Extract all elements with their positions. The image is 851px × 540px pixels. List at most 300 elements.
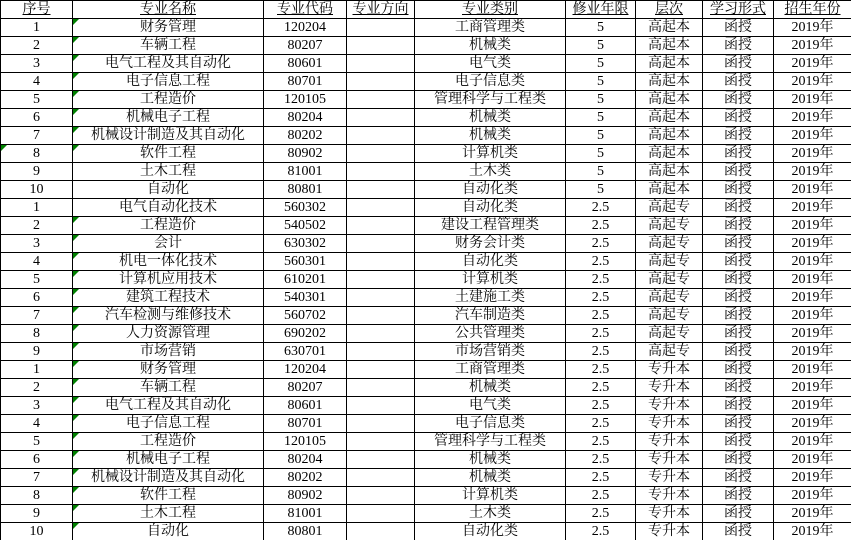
- cell-major-direction[interactable]: [347, 361, 415, 379]
- error-indicator-icon: [73, 469, 79, 475]
- cell-level[interactable]: 专升本: [636, 469, 703, 487]
- error-indicator-icon: [73, 217, 79, 223]
- cell-serial-number[interactable]: 5: [1, 271, 73, 289]
- cell-study-form[interactable]: 函授: [703, 379, 774, 397]
- cell-study-form[interactable]: 函授: [703, 127, 774, 145]
- cell-major-name[interactable]: 电气工程及其自动化: [73, 397, 264, 415]
- cell-major-name[interactable]: 人力资源管理: [73, 325, 264, 343]
- cell-major-name[interactable]: 财务管理: [73, 361, 264, 379]
- cell-major-code[interactable]: 81001: [264, 163, 347, 181]
- cell-enrollment-year[interactable]: 2019年: [774, 505, 851, 523]
- header-label: 专业代码: [277, 2, 333, 17]
- cell-major-direction[interactable]: [347, 55, 415, 73]
- cell-major-code[interactable]: 80701: [264, 73, 347, 91]
- cell-study-duration[interactable]: 2.5: [566, 379, 636, 397]
- cell-major-name[interactable]: 软件工程: [73, 487, 264, 505]
- cell-level[interactable]: 高起本: [636, 19, 703, 37]
- cell-enrollment-year[interactable]: 2019年: [774, 325, 851, 343]
- cell-major-code[interactable]: 610201: [264, 271, 347, 289]
- cell-study-form[interactable]: 函授: [703, 451, 774, 469]
- cell-major-name[interactable]: 工程造价: [73, 91, 264, 109]
- table-row: [1, 181, 851, 199]
- cell-major-code[interactable]: 560302: [264, 199, 347, 217]
- cell-serial-number[interactable]: 8: [1, 325, 73, 343]
- cell-major-name[interactable]: 电子信息工程: [73, 73, 264, 91]
- column-header-study-form[interactable]: [703, 1, 774, 19]
- cell-level[interactable]: 高起专: [636, 343, 703, 361]
- cell-enrollment-year[interactable]: 2019年: [774, 91, 851, 109]
- cell-major-category[interactable]: 管理科学与工程类: [415, 91, 566, 109]
- cell-major-name[interactable]: 电气自动化技术: [73, 199, 264, 217]
- cell-major-name[interactable]: 机械电子工程: [73, 451, 264, 469]
- cell-major-category[interactable]: 机械类: [415, 379, 566, 397]
- cell-level[interactable]: 专升本: [636, 379, 703, 397]
- cell-enrollment-year[interactable]: 2019年: [774, 235, 851, 253]
- cell-major-name[interactable]: 软件工程: [73, 145, 264, 163]
- column-header-major-direction[interactable]: [347, 1, 415, 19]
- column-header-enrollment-year[interactable]: [774, 1, 851, 19]
- cell-level[interactable]: 专升本: [636, 397, 703, 415]
- cell-study-duration[interactable]: 2.5: [566, 271, 636, 289]
- error-indicator-icon: [73, 523, 79, 529]
- cell-serial-number[interactable]: 7: [1, 127, 73, 145]
- cell-major-code[interactable]: 80902: [264, 145, 347, 163]
- cell-study-duration[interactable]: 2.5: [566, 307, 636, 325]
- cell-level[interactable]: 高起本: [636, 181, 703, 199]
- cell-enrollment-year[interactable]: 2019年: [774, 19, 851, 37]
- cell-study-form[interactable]: 函授: [703, 415, 774, 433]
- cell-enrollment-year[interactable]: 2019年: [774, 487, 851, 505]
- cell-serial-number[interactable]: 10: [1, 181, 73, 199]
- cell-major-code[interactable]: 80801: [264, 523, 347, 540]
- cell-level[interactable]: 专升本: [636, 415, 703, 433]
- cell-enrollment-year[interactable]: 2019年: [774, 415, 851, 433]
- cell-enrollment-year[interactable]: 2019年: [774, 469, 851, 487]
- cell-serial-number[interactable]: 6: [1, 289, 73, 307]
- cell-enrollment-year[interactable]: 2019年: [774, 73, 851, 91]
- table-row: [1, 199, 851, 217]
- error-indicator-icon: [73, 487, 79, 493]
- cell-study-form[interactable]: 函授: [703, 253, 774, 271]
- cell-major-name[interactable]: 机械设计制造及其自动化: [73, 469, 264, 487]
- cell-enrollment-year[interactable]: 2019年: [774, 127, 851, 145]
- cell-major-name[interactable]: 土木工程: [73, 505, 264, 523]
- cell-study-duration[interactable]: 2.5: [566, 289, 636, 307]
- cell-study-duration[interactable]: 5: [566, 127, 636, 145]
- cell-enrollment-year[interactable]: 2019年: [774, 37, 851, 55]
- column-header-major-code[interactable]: [264, 1, 347, 19]
- table-row: [1, 55, 851, 73]
- cell-major-code[interactable]: 120204: [264, 19, 347, 37]
- cell-study-form[interactable]: 函授: [703, 19, 774, 37]
- column-header-major-category[interactable]: [415, 1, 566, 19]
- cell-study-duration[interactable]: 2.5: [566, 451, 636, 469]
- cell-major-name[interactable]: 计算机应用技术: [73, 271, 264, 289]
- cell-major-code[interactable]: 690202: [264, 325, 347, 343]
- cell-major-category[interactable]: 计算机类: [415, 145, 566, 163]
- cell-major-code[interactable]: 540502: [264, 217, 347, 235]
- cell-major-name[interactable]: 工程造价: [73, 433, 264, 451]
- cell-major-category[interactable]: 土木类: [415, 163, 566, 181]
- cell-study-duration[interactable]: 2.5: [566, 397, 636, 415]
- cell-major-direction[interactable]: [347, 217, 415, 235]
- cell-major-category[interactable]: 汽车制造类: [415, 307, 566, 325]
- cell-study-form[interactable]: 函授: [703, 199, 774, 217]
- cell-major-name[interactable]: 市场营销: [73, 343, 264, 361]
- cell-level[interactable]: 高起专: [636, 289, 703, 307]
- cell-major-name[interactable]: 电气工程及其自动化: [73, 55, 264, 73]
- cell-major-direction[interactable]: [347, 73, 415, 91]
- cell-enrollment-year[interactable]: 2019年: [774, 271, 851, 289]
- column-header-major-name[interactable]: [73, 1, 264, 19]
- cell-study-form[interactable]: 函授: [703, 91, 774, 109]
- cell-level[interactable]: 高起专: [636, 307, 703, 325]
- cell-major-category[interactable]: 土木类: [415, 505, 566, 523]
- cell-serial-number[interactable]: 3: [1, 55, 73, 73]
- cell-major-code[interactable]: 120105: [264, 91, 347, 109]
- cell-major-direction[interactable]: [347, 487, 415, 505]
- cell-study-form[interactable]: 函授: [703, 181, 774, 199]
- cell-level[interactable]: 高起本: [636, 37, 703, 55]
- cell-study-duration[interactable]: 2.5: [566, 469, 636, 487]
- cell-level[interactable]: 高起本: [636, 145, 703, 163]
- cell-level[interactable]: 高起本: [636, 109, 703, 127]
- cell-study-duration[interactable]: 5: [566, 145, 636, 163]
- table-row: [1, 433, 851, 451]
- cell-major-direction[interactable]: [347, 199, 415, 217]
- cell-serial-number[interactable]: 9: [1, 163, 73, 181]
- cell-major-code[interactable]: 81001: [264, 505, 347, 523]
- cell-major-category[interactable]: 自动化类: [415, 181, 566, 199]
- cell-study-form[interactable]: 函授: [703, 505, 774, 523]
- header-row: [1, 1, 851, 19]
- cell-study-form[interactable]: 函授: [703, 235, 774, 253]
- cell-study-duration[interactable]: 5: [566, 19, 636, 37]
- cell-major-code[interactable]: 540301: [264, 289, 347, 307]
- cell-study-duration[interactable]: 2.5: [566, 253, 636, 271]
- cell-major-category[interactable]: 电子信息类: [415, 415, 566, 433]
- cell-major-code[interactable]: 80902: [264, 487, 347, 505]
- cell-enrollment-year[interactable]: 2019年: [774, 397, 851, 415]
- cell-major-direction[interactable]: [347, 235, 415, 253]
- cell-major-code[interactable]: 80701: [264, 415, 347, 433]
- cell-study-form[interactable]: 函授: [703, 73, 774, 91]
- cell-level[interactable]: 高起专: [636, 325, 703, 343]
- cell-level[interactable]: 专升本: [636, 361, 703, 379]
- cell-major-category[interactable]: 电气类: [415, 55, 566, 73]
- table-row: [1, 163, 851, 181]
- cell-major-name[interactable]: 自动化: [73, 523, 264, 540]
- cell-major-name[interactable]: 机电一体化技术: [73, 253, 264, 271]
- cell-study-duration[interactable]: 5: [566, 55, 636, 73]
- cell-enrollment-year[interactable]: 2019年: [774, 163, 851, 181]
- cell-serial-number[interactable]: 4: [1, 73, 73, 91]
- cell-major-code[interactable]: 80601: [264, 397, 347, 415]
- table-row: [1, 487, 851, 505]
- error-indicator-icon: [73, 271, 79, 277]
- cell-serial-number[interactable]: 2: [1, 37, 73, 55]
- cell-level[interactable]: 高起专: [636, 199, 703, 217]
- cell-enrollment-year[interactable]: 2019年: [774, 199, 851, 217]
- cell-major-category[interactable]: 自动化类: [415, 253, 566, 271]
- cell-level[interactable]: 高起本: [636, 73, 703, 91]
- cell-enrollment-year[interactable]: 2019年: [774, 433, 851, 451]
- cell-major-category[interactable]: 机械类: [415, 451, 566, 469]
- cell-study-duration[interactable]: 2.5: [566, 487, 636, 505]
- cell-major-category[interactable]: 计算机类: [415, 487, 566, 505]
- cell-serial-number[interactable]: 8: [1, 145, 73, 163]
- cell-major-direction[interactable]: [347, 37, 415, 55]
- cell-serial-number[interactable]: 10: [1, 523, 73, 540]
- cell-major-category[interactable]: 财务会计类: [415, 235, 566, 253]
- error-indicator-icon: [73, 127, 79, 133]
- cell-enrollment-year[interactable]: 2019年: [774, 181, 851, 199]
- cell-major-direction[interactable]: [347, 127, 415, 145]
- cell-serial-number[interactable]: 3: [1, 397, 73, 415]
- cell-major-category[interactable]: 市场营销类: [415, 343, 566, 361]
- cell-serial-number[interactable]: 8: [1, 487, 73, 505]
- cell-serial-number[interactable]: 7: [1, 469, 73, 487]
- cell-study-form[interactable]: 函授: [703, 433, 774, 451]
- cell-major-category[interactable]: 工商管理类: [415, 19, 566, 37]
- cell-level[interactable]: 高起本: [636, 163, 703, 181]
- cell-serial-number[interactable]: 6: [1, 109, 73, 127]
- table-row: [1, 19, 851, 37]
- cell-enrollment-year[interactable]: 2019年: [774, 55, 851, 73]
- cell-major-name[interactable]: 工程造价: [73, 217, 264, 235]
- cell-study-duration[interactable]: 5: [566, 163, 636, 181]
- cell-study-form[interactable]: 函授: [703, 55, 774, 73]
- cell-major-name[interactable]: 汽车检测与维修技术: [73, 307, 264, 325]
- cell-serial-number[interactable]: 3: [1, 235, 73, 253]
- table-row: [1, 343, 851, 361]
- cell-major-category[interactable]: 工商管理类: [415, 361, 566, 379]
- cell-study-form[interactable]: 函授: [703, 523, 774, 540]
- cell-major-category[interactable]: 机械类: [415, 109, 566, 127]
- cell-study-duration[interactable]: 2.5: [566, 433, 636, 451]
- cell-major-code[interactable]: 80207: [264, 379, 347, 397]
- cell-major-name[interactable]: 建筑工程技术: [73, 289, 264, 307]
- cell-enrollment-year[interactable]: 2019年: [774, 109, 851, 127]
- cell-major-category[interactable]: 管理科学与工程类: [415, 433, 566, 451]
- cell-major-category[interactable]: 公共管理类: [415, 325, 566, 343]
- cell-study-form[interactable]: 函授: [703, 109, 774, 127]
- cell-major-code[interactable]: 80207: [264, 37, 347, 55]
- cell-study-form[interactable]: 函授: [703, 397, 774, 415]
- cell-study-duration[interactable]: 2.5: [566, 415, 636, 433]
- cell-enrollment-year[interactable]: 2019年: [774, 451, 851, 469]
- cell-major-direction[interactable]: [347, 271, 415, 289]
- cell-level[interactable]: 高起本: [636, 127, 703, 145]
- table-row: [1, 271, 851, 289]
- cell-study-form[interactable]: 函授: [703, 343, 774, 361]
- cell-major-name[interactable]: 电子信息工程: [73, 415, 264, 433]
- error-indicator-icon: [73, 235, 79, 241]
- cell-serial-number[interactable]: 5: [1, 91, 73, 109]
- cell-major-name[interactable]: 车辆工程: [73, 379, 264, 397]
- error-indicator-icon: [73, 415, 79, 421]
- cell-serial-number[interactable]: 4: [1, 415, 73, 433]
- cell-study-duration[interactable]: 2.5: [566, 325, 636, 343]
- cell-major-code[interactable]: 560702: [264, 307, 347, 325]
- cell-study-form[interactable]: 函授: [703, 145, 774, 163]
- cell-major-direction[interactable]: [347, 469, 415, 487]
- table-row: [1, 289, 851, 307]
- cell-major-category[interactable]: 建设工程管理类: [415, 217, 566, 235]
- cell-study-duration[interactable]: 2.5: [566, 361, 636, 379]
- cell-study-form[interactable]: 函授: [703, 307, 774, 325]
- cell-major-direction[interactable]: [347, 307, 415, 325]
- cell-serial-number[interactable]: 1: [1, 361, 73, 379]
- column-header-study-duration[interactable]: [566, 1, 636, 19]
- cell-study-form[interactable]: 函授: [703, 163, 774, 181]
- cell-study-form[interactable]: 函授: [703, 325, 774, 343]
- table-row: [1, 307, 851, 325]
- error-indicator-icon: [73, 307, 79, 313]
- cell-major-code[interactable]: 630701: [264, 343, 347, 361]
- cell-study-duration[interactable]: 5: [566, 91, 636, 109]
- cell-major-direction[interactable]: [347, 289, 415, 307]
- error-indicator-icon: [73, 289, 79, 295]
- cell-study-duration[interactable]: 2.5: [566, 505, 636, 523]
- cell-study-form[interactable]: 函授: [703, 37, 774, 55]
- cell-major-category[interactable]: 机械类: [415, 37, 566, 55]
- cell-major-category[interactable]: 计算机类: [415, 271, 566, 289]
- cell-serial-number[interactable]: 1: [1, 19, 73, 37]
- cell-major-code[interactable]: 120105: [264, 433, 347, 451]
- cell-major-name[interactable]: 自动化: [73, 181, 264, 199]
- cell-study-duration[interactable]: 2.5: [566, 235, 636, 253]
- cell-major-category[interactable]: 机械类: [415, 469, 566, 487]
- cell-study-duration[interactable]: 5: [566, 37, 636, 55]
- cell-study-form[interactable]: 函授: [703, 469, 774, 487]
- cell-level[interactable]: 高起专: [636, 217, 703, 235]
- cell-level[interactable]: 高起专: [636, 271, 703, 289]
- cell-study-duration[interactable]: 5: [566, 181, 636, 199]
- cell-major-direction[interactable]: [347, 415, 415, 433]
- cell-level[interactable]: 专升本: [636, 451, 703, 469]
- cell-major-code[interactable]: 80801: [264, 181, 347, 199]
- header-label: 序号: [22, 2, 51, 17]
- cell-study-duration[interactable]: 2.5: [566, 343, 636, 361]
- cell-major-direction[interactable]: [347, 145, 415, 163]
- cell-level[interactable]: 专升本: [636, 523, 703, 540]
- cell-enrollment-year[interactable]: 2019年: [774, 289, 851, 307]
- cell-major-name[interactable]: 机械电子工程: [73, 109, 264, 127]
- cell-major-code[interactable]: 80601: [264, 55, 347, 73]
- cell-major-category[interactable]: 自动化类: [415, 523, 566, 540]
- cell-study-form[interactable]: 函授: [703, 361, 774, 379]
- cell-major-code[interactable]: 80204: [264, 109, 347, 127]
- cell-level[interactable]: 高起本: [636, 55, 703, 73]
- cell-serial-number[interactable]: 9: [1, 343, 73, 361]
- cell-level[interactable]: 高起专: [636, 253, 703, 271]
- cell-major-direction[interactable]: [347, 109, 415, 127]
- cell-study-duration[interactable]: 2.5: [566, 199, 636, 217]
- cell-study-form[interactable]: 函授: [703, 271, 774, 289]
- cell-enrollment-year[interactable]: 2019年: [774, 379, 851, 397]
- cell-major-category[interactable]: 自动化类: [415, 199, 566, 217]
- table-row: [1, 217, 851, 235]
- cell-enrollment-year[interactable]: 2019年: [774, 253, 851, 271]
- cell-major-name[interactable]: 财务管理: [73, 19, 264, 37]
- cell-major-category[interactable]: 土建施工类: [415, 289, 566, 307]
- cell-major-direction[interactable]: [347, 181, 415, 199]
- cell-major-direction[interactable]: [347, 505, 415, 523]
- cell-study-duration[interactable]: 5: [566, 109, 636, 127]
- cell-major-category[interactable]: 电子信息类: [415, 73, 566, 91]
- cell-serial-number[interactable]: 2: [1, 217, 73, 235]
- cell-major-code[interactable]: 80202: [264, 127, 347, 145]
- cell-major-name[interactable]: 车辆工程: [73, 37, 264, 55]
- cell-serial-number[interactable]: 2: [1, 379, 73, 397]
- cell-serial-number[interactable]: 7: [1, 307, 73, 325]
- table-row: [1, 253, 851, 271]
- header-label: 学习形式: [710, 2, 766, 17]
- cell-major-category[interactable]: 电气类: [415, 397, 566, 415]
- cell-study-form[interactable]: 函授: [703, 289, 774, 307]
- cell-study-duration[interactable]: 5: [566, 73, 636, 91]
- cell-major-direction[interactable]: [347, 91, 415, 109]
- cell-level[interactable]: 专升本: [636, 487, 703, 505]
- column-header-serial-number[interactable]: [1, 1, 73, 19]
- error-indicator-icon: [73, 55, 79, 61]
- cell-major-name[interactable]: 会计: [73, 235, 264, 253]
- cell-study-form[interactable]: 函授: [703, 217, 774, 235]
- cell-major-direction[interactable]: [347, 163, 415, 181]
- cell-major-direction[interactable]: [347, 325, 415, 343]
- cell-level[interactable]: 专升本: [636, 433, 703, 451]
- cell-enrollment-year[interactable]: 2019年: [774, 523, 851, 540]
- cell-level[interactable]: 高起专: [636, 235, 703, 253]
- cell-major-code[interactable]: 80204: [264, 451, 347, 469]
- cell-enrollment-year[interactable]: 2019年: [774, 361, 851, 379]
- cell-study-duration[interactable]: 2.5: [566, 217, 636, 235]
- cell-serial-number[interactable]: 4: [1, 253, 73, 271]
- cell-major-direction[interactable]: [347, 343, 415, 361]
- cell-major-code[interactable]: 120204: [264, 361, 347, 379]
- cell-major-code[interactable]: 630302: [264, 235, 347, 253]
- column-header-level[interactable]: [636, 1, 703, 19]
- cell-major-direction[interactable]: [347, 253, 415, 271]
- cell-enrollment-year[interactable]: 2019年: [774, 343, 851, 361]
- cell-major-direction[interactable]: [347, 451, 415, 469]
- cell-level[interactable]: 高起本: [636, 91, 703, 109]
- cell-major-direction[interactable]: [347, 433, 415, 451]
- cell-major-code[interactable]: 80202: [264, 469, 347, 487]
- cell-enrollment-year[interactable]: 2019年: [774, 145, 851, 163]
- table-row: [1, 325, 851, 343]
- cell-enrollment-year[interactable]: 2019年: [774, 217, 851, 235]
- cell-major-code[interactable]: 560301: [264, 253, 347, 271]
- cell-major-direction[interactable]: [347, 397, 415, 415]
- cell-major-direction[interactable]: [347, 523, 415, 540]
- cell-study-form[interactable]: 函授: [703, 487, 774, 505]
- table-row: [1, 361, 851, 379]
- cell-serial-number[interactable]: 1: [1, 199, 73, 217]
- cell-major-category[interactable]: 机械类: [415, 127, 566, 145]
- cell-major-direction[interactable]: [347, 379, 415, 397]
- cell-major-name[interactable]: 机械设计制造及其自动化: [73, 127, 264, 145]
- cell-serial-number[interactable]: 6: [1, 451, 73, 469]
- cell-major-name[interactable]: 土木工程: [73, 163, 264, 181]
- cell-serial-number[interactable]: 9: [1, 505, 73, 523]
- cell-study-duration[interactable]: 2.5: [566, 523, 636, 540]
- cell-level[interactable]: 专升本: [636, 505, 703, 523]
- cell-major-direction[interactable]: [347, 19, 415, 37]
- cell-enrollment-year[interactable]: 2019年: [774, 307, 851, 325]
- cell-serial-number[interactable]: 5: [1, 433, 73, 451]
